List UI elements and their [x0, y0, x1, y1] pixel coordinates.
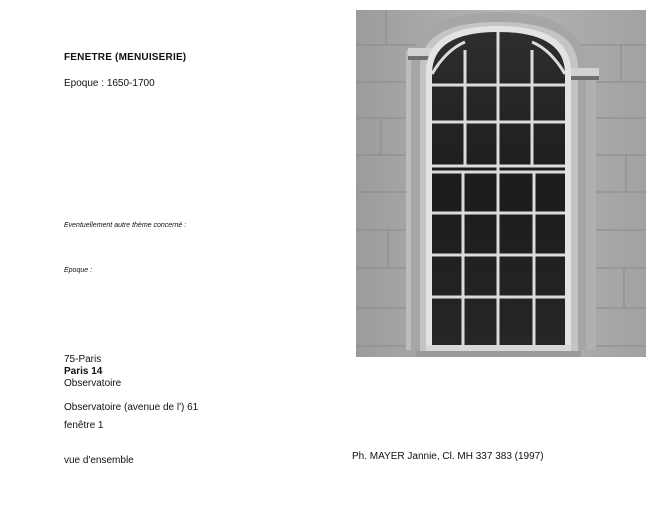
quarter: Observatoire	[64, 378, 122, 389]
record-title: FENETRE (MENUISERIE)	[64, 52, 187, 63]
other-theme-label: Eventuellement autre thème concerné :	[64, 222, 187, 229]
department: 75-Paris	[64, 354, 102, 365]
street-address: Observatoire (avenue de l') 61	[64, 402, 199, 413]
window-photograph	[356, 10, 646, 357]
epoque-label: Epoque :	[64, 267, 93, 274]
photo-credit: Ph. MAYER Jannie, Cl. MH 337 383 (1997)	[352, 451, 544, 462]
epoque-value: Epoque : 1650-1700	[64, 78, 155, 89]
city: Paris 14	[64, 366, 103, 377]
photo-caption: vue d'ensemble	[64, 455, 134, 466]
item-reference: fenêtre 1	[64, 420, 104, 431]
